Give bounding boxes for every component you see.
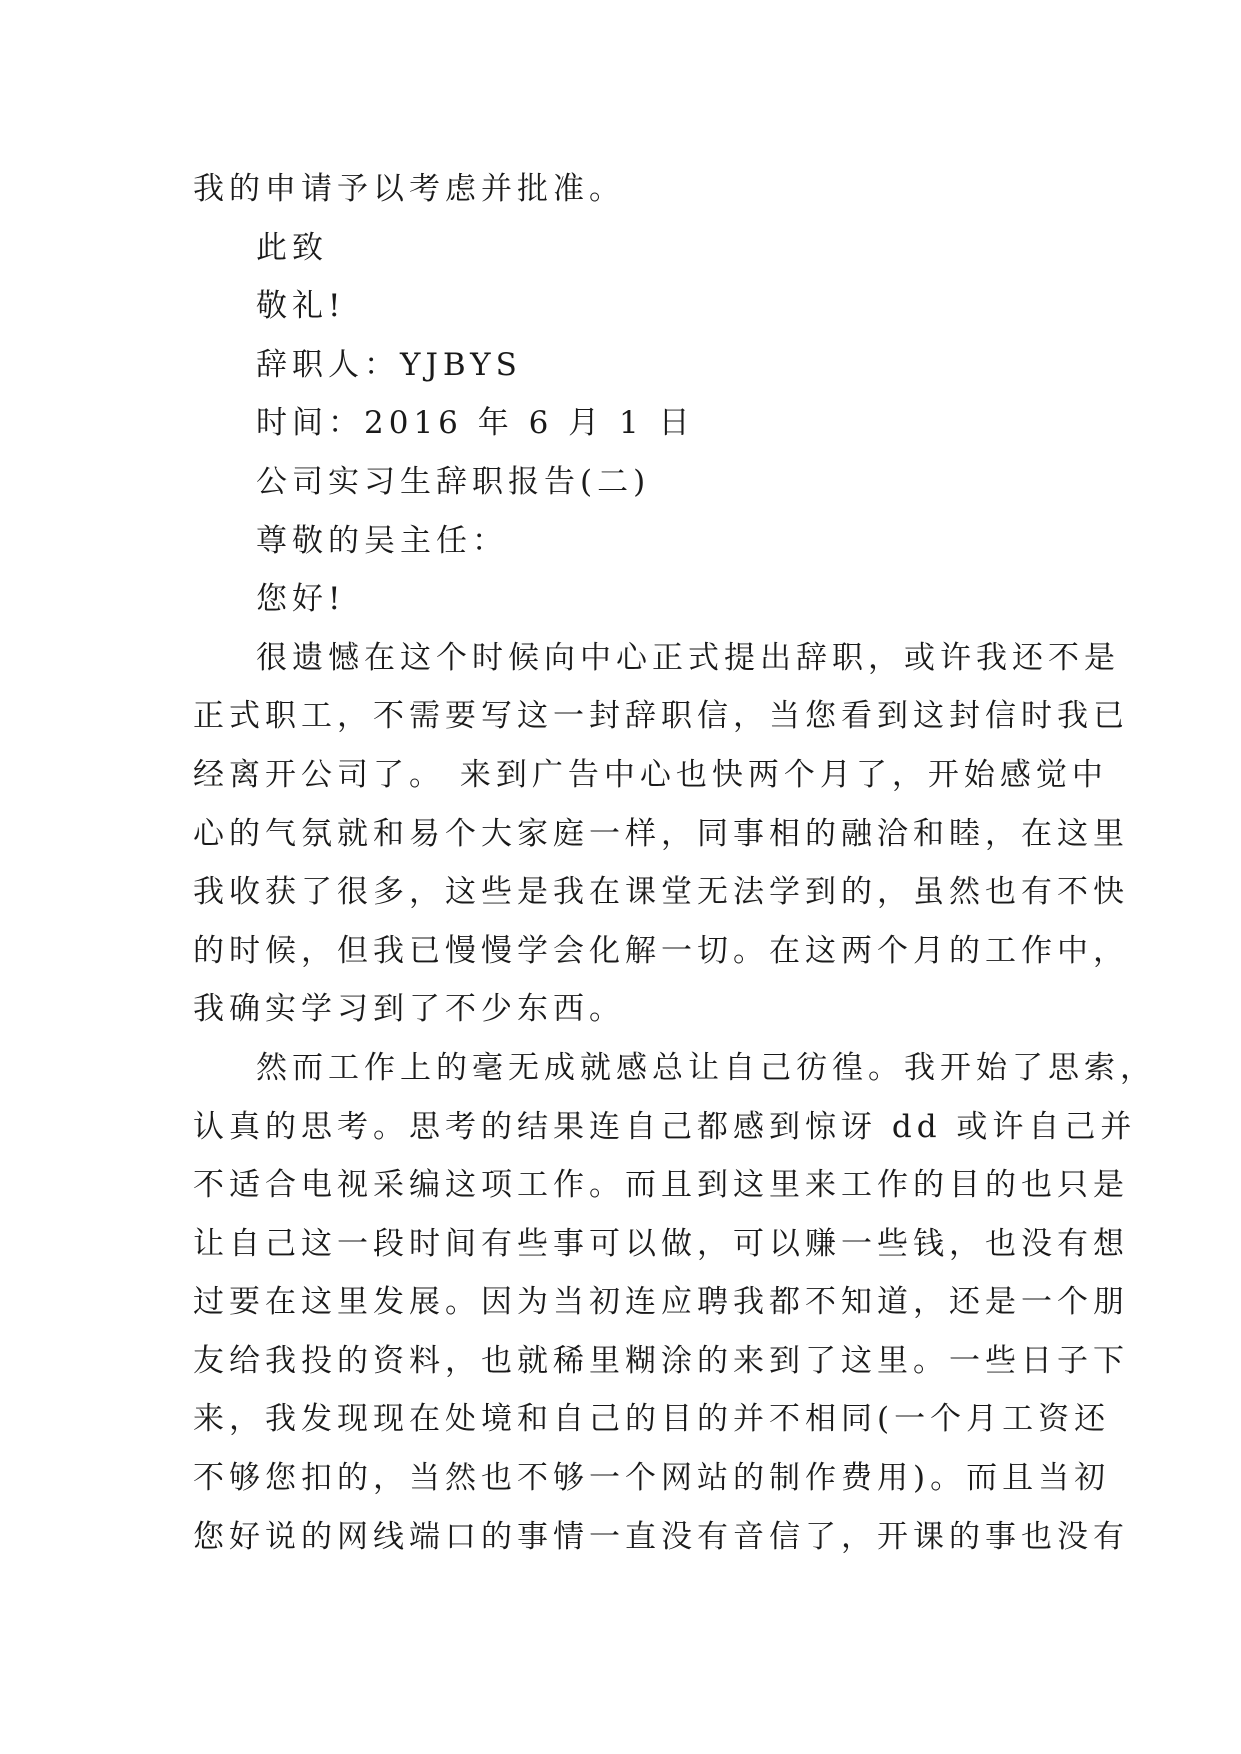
paragraph-line: 您好说的网线端口的事情一直没有音信了，开课的事也没有 [193,1518,1129,1555]
addressee: 尊敬的吴主任： [256,522,508,559]
paragraph-line: 不够您扣的，当然也不够一个网站的制作费用)。而且当初 [193,1460,1111,1497]
text-line: 我的申请予以考虑并批准。 [193,171,625,207]
signature-name: 辞职人：YJBYS [256,346,522,383]
paragraph-line: 让自己这一段时间有些事可以做，可以赚一些钱，也没有想 [193,1225,1129,1262]
paragraph-line: 来，我发现现在处境和自己的目的并不相同(一个月工资还 [193,1401,1111,1438]
salutation-closing: 此致 [256,229,328,266]
paragraph-line: 我收获了很多，这些是我在课堂无法学到的，虽然也有不快 [193,874,1129,911]
paragraph-line: 然而工作上的毫无成就感总让自己彷徨。我开始了思索， [256,1049,1156,1086]
paragraph-line: 的时候，但我已慢慢学会化解一切。在这两个月的工作中， [193,932,1129,969]
paragraph-line: 很遗憾在这个时候向中心正式提出辞职，或许我还不是 [256,639,1120,676]
paragraph-line: 正式职工，不需要写这一封辞职信，当您看到这封信时我已 [193,698,1129,735]
paragraph-line: 友给我投的资料，也就稀里糊涂的来到了这里。一些日子下 [193,1342,1129,1379]
paragraph-line: 过要在这里发展。因为当初连应聘我都不知道，还是一个朋 [193,1284,1129,1321]
greeting: 您好! [256,581,346,618]
document-body [193,160,1156,1566]
signature-date: 时间：2016 年 6 月 1 日 [256,405,695,442]
paragraph-line: 心的气氛就和易个大家庭一样，同事相的融洽和睦，在这里 [193,815,1129,852]
salutation-regards: 敬礼! [256,288,346,325]
paragraph-line: 经离开公司了。 来到广告中心也快两个月了，开始感觉中 [193,756,1108,793]
paragraph-line: 认真的思考。思考的结果连自己都感到惊讶 dd 或许自己并 [193,1108,1137,1145]
paragraph-line: 不适合电视采编这项工作。而且到这里来工作的目的也只是 [193,1167,1129,1204]
section-title: 公司实习生辞职报告(二) [256,463,651,500]
paragraph-line: 我确实学习到了不少东西。 [193,991,625,1028]
